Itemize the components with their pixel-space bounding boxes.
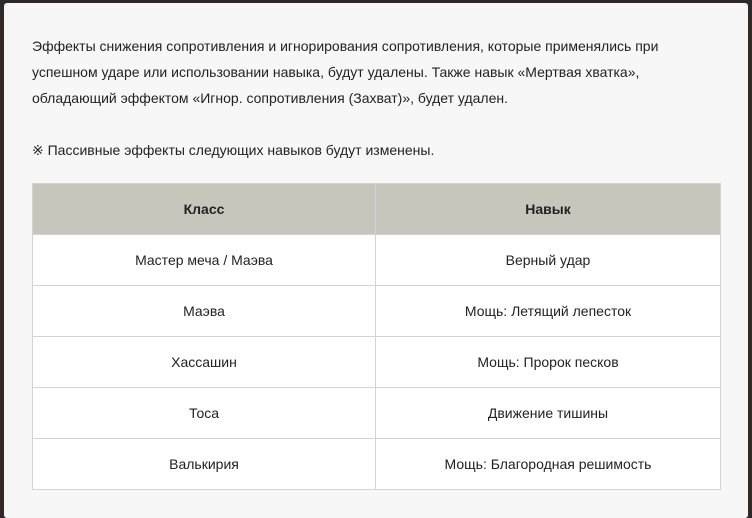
- header-skill: Навык: [376, 184, 721, 235]
- cell-skill: Верный удар: [376, 235, 721, 286]
- cell-class: Хассашин: [33, 337, 376, 388]
- intro-paragraph: [32, 33, 722, 111]
- cell-skill: Мощь: Благородная решимость: [376, 439, 721, 490]
- cell-skill: Мощь: Пророк песков: [376, 337, 721, 388]
- cell-class: Маэва: [33, 286, 376, 337]
- table-row: [33, 286, 721, 337]
- skills-table: [32, 183, 721, 490]
- cell-class: Мастер меча / Маэва: [33, 235, 376, 286]
- cell-class: Валькирия: [33, 439, 376, 490]
- intro-line-2: успешном ударе или использовании навыка, будут удалены. Также навык «Мертвая хватка»,: [32, 64, 640, 80]
- table-row: [33, 439, 721, 490]
- cell-class: Тоса: [33, 388, 376, 439]
- intro-line-1: Эффекты снижения сопротивления и игнорирования сопротивления, которые применялись при: [32, 38, 659, 54]
- cell-skill: Мощь: Летящий лепесток: [376, 286, 721, 337]
- cell-skill: Движение тишины: [376, 388, 721, 439]
- content-panel: [4, 3, 748, 518]
- table-header-row: [33, 184, 721, 235]
- table-row: [33, 388, 721, 439]
- passive-note: ※ Пассивные эффекты следующих навыков будут изменены.: [32, 142, 435, 158]
- header-class: Класс: [33, 184, 376, 235]
- intro-line-3: обладающий эффектом «Игнор. сопротивления (Захват)», будет удален.: [32, 90, 508, 106]
- table-row: [33, 235, 721, 286]
- table-row: [33, 337, 721, 388]
